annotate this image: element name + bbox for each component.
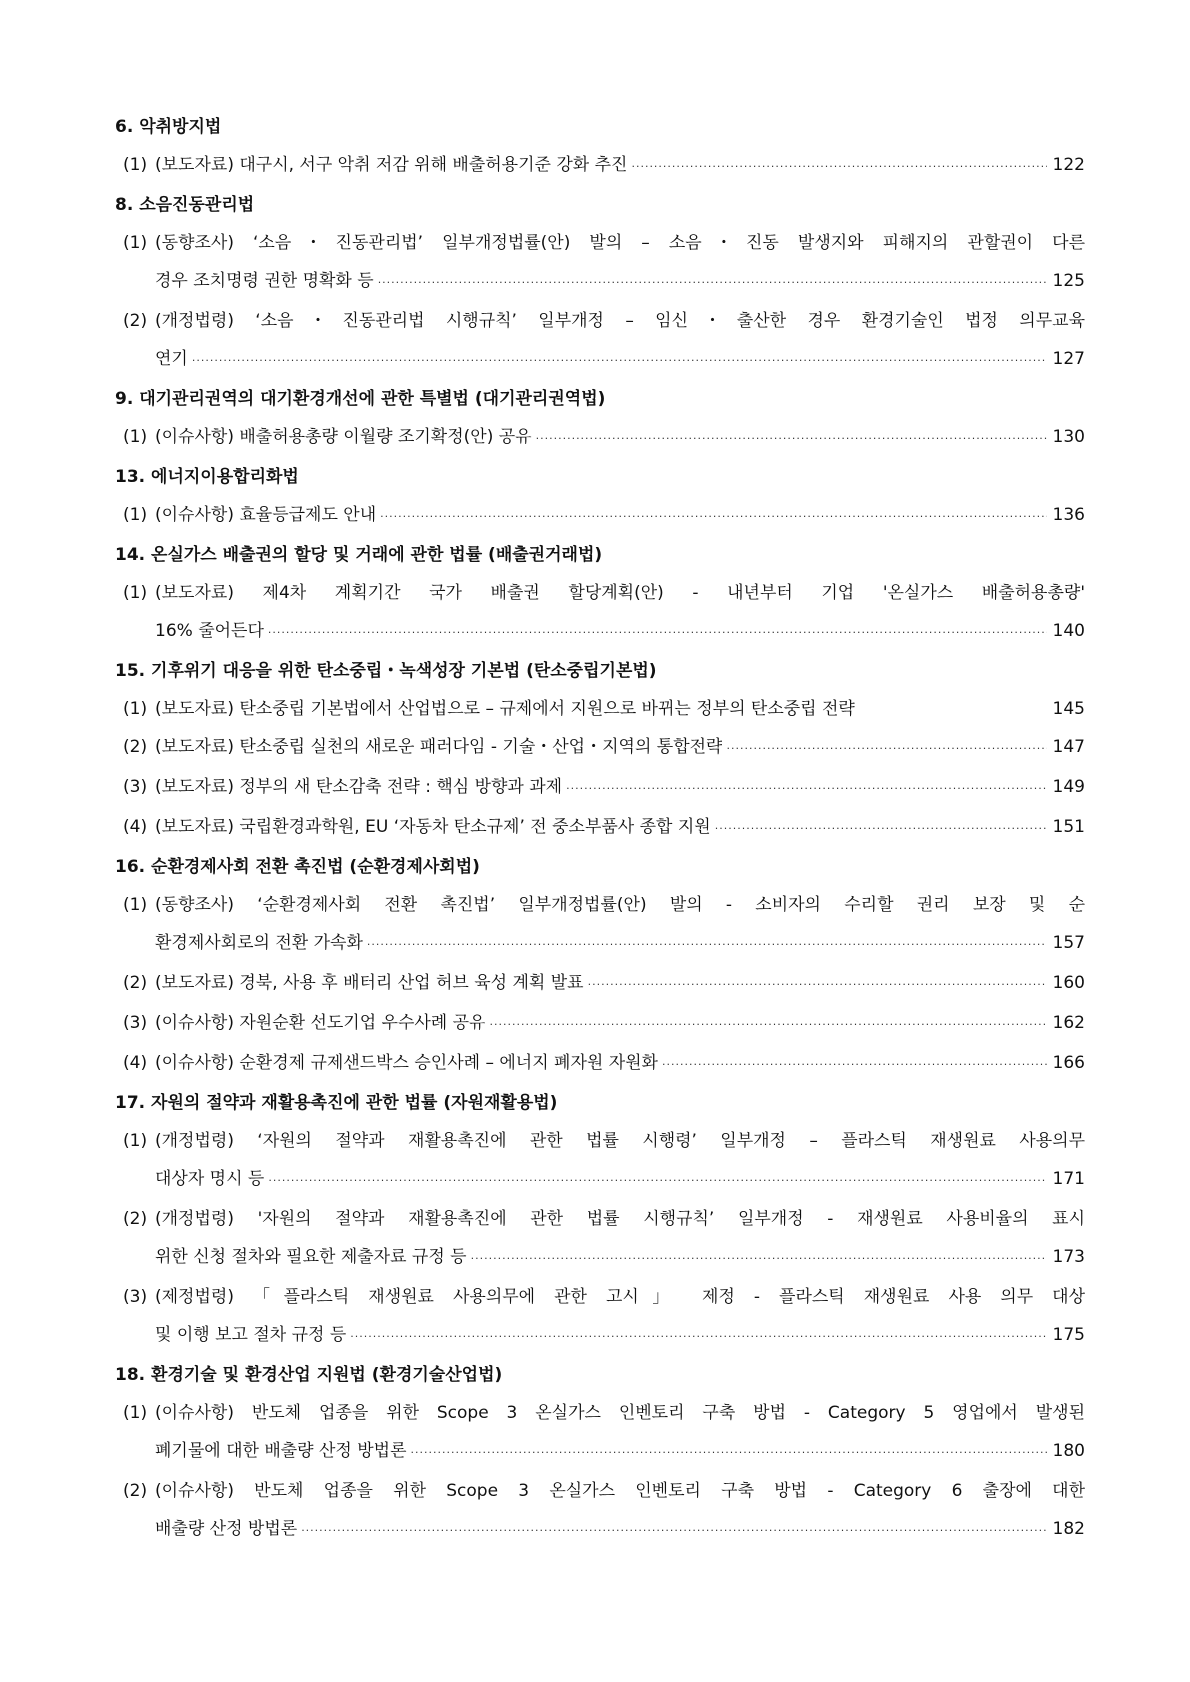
toc-entry-line [155,1510,1085,1550]
toc-page-number: 136 [1052,505,1085,525]
toc-entry-line [155,1472,1085,1510]
toc-page-number: 127 [1052,349,1085,369]
toc-entry-line [155,224,1085,262]
toc-entry-line [155,340,1085,380]
toc-entry-body [155,690,1085,728]
toc-entry-title: 폐기물에 대한 배출량 산정 방법론 [155,1441,407,1461]
toc-entry-number: (2) [123,1481,148,1501]
toc-entry[interactable] [115,1394,1085,1472]
toc-entry-title: (동향조사) ‘순환경제사회 전환 촉진법’ 일부개정법률(안) 발의 - 소비자의 수리할 권리 보장 및 순 [155,895,1085,915]
toc-entry-title: (이슈사항) 반도체 업종을 위한 Scope 3 온실가스 인벤토리 구축 방법 - Category 5 영업에서 발생된 [155,1403,1085,1423]
toc-entry-title: 연기 [155,349,188,369]
toc-entry-line [155,924,1085,964]
toc-entry-title: 및 이행 보고 절차 규정 등 [155,1325,347,1345]
toc-entry-line [155,302,1085,340]
toc-entry-body [155,728,1085,768]
toc-entry-body [155,886,1085,964]
toc-entry-line [155,690,1085,728]
dot-leader [268,612,1047,652]
toc-page-number: 173 [1052,1247,1085,1267]
toc-entry-line [155,1160,1085,1200]
toc-entry[interactable] [115,964,1085,1004]
toc-entry[interactable] [115,728,1085,768]
toc-entry-number: (3) [123,1013,148,1033]
toc-entry[interactable] [115,418,1085,458]
toc-entry-title: (이슈사항) 배출허용총량 이월량 조기확정(안) 공유 [155,427,532,447]
toc-entry[interactable] [115,496,1085,536]
toc-entry-line [155,574,1085,612]
toc-entry-title: 배출량 산정 방법론 [155,1519,298,1539]
toc-entry-title: (이슈사항) 효율등급제도 안내 [155,505,377,525]
dot-leader [662,1044,1047,1084]
toc-entry[interactable] [115,768,1085,808]
toc-page-number: 162 [1052,1013,1085,1033]
toc-entry-line [155,262,1085,302]
toc-entry-line [155,146,1085,186]
toc-entry[interactable] [115,574,1085,652]
toc-section-heading: 8. 소음진동관리법 [115,195,255,215]
toc-entry-line [155,1044,1085,1084]
toc-entry-body [155,1278,1085,1356]
toc-entry-number: (2) [123,1209,148,1229]
toc-page-number: 125 [1052,271,1085,291]
toc-entry-number: (2) [123,311,148,331]
toc-entry-title: 위한 신청 절차와 필요한 제출자료 규정 등 [155,1247,467,1267]
toc-entry-line [155,768,1085,808]
toc-entry[interactable] [115,1472,1085,1550]
toc-entry-number: (2) [123,737,148,757]
toc-section-heading: 17. 자원의 절약과 재활용촉진에 관한 법률 (자원재활용법) [115,1093,558,1113]
toc-entry-title: (동향조사) ‘소음・진동관리법’ 일부개정법률(안) 발의 – 소음・진동 발생지와 피해지의 관할권이 다른 [155,233,1085,253]
toc-entry[interactable] [115,302,1085,380]
toc-entry-line [155,728,1085,768]
dot-leader [378,262,1047,302]
toc-entry-title: 경우 조치명령 권한 명확화 등 [155,271,374,291]
toc-entry-body [155,1200,1085,1278]
toc-page-number: 151 [1052,817,1085,837]
toc-page-number: 171 [1052,1169,1085,1189]
toc-page-number: 180 [1052,1441,1085,1461]
toc-entry[interactable] [115,224,1085,302]
toc-entry-line [155,886,1085,924]
toc-entry-body [155,1472,1085,1550]
toc-entry-line [155,496,1085,536]
toc-entry-number: (1) [123,699,148,719]
dot-leader [301,1510,1047,1550]
toc-page-number: 140 [1052,621,1085,641]
toc-page-number: 149 [1052,777,1085,797]
toc-entry-number: (1) [123,1131,148,1151]
toc-entry-body [155,496,1085,536]
toc-entry-title: (보도자료) 탄소중립 실천의 새로운 패러다임 - 기술・산업・지역의 통합전략 [155,737,723,757]
toc-section-heading: 18. 환경기술 및 환경산업 지원법 (환경기술산업법) [115,1365,503,1385]
toc-entry-title: (이슈사항) 자원순환 선도기업 우수사례 공유 [155,1013,486,1033]
toc-entry-line [155,964,1085,1004]
dot-leader [411,1432,1047,1472]
dot-leader [588,964,1047,1004]
dot-leader [536,418,1047,458]
toc-entry-title: (보도자료) 국립환경과학원, EU ‘자동차 탄소규제’ 전 중소부품사 종합 지원 [155,817,711,837]
toc-entry-line [155,1432,1085,1472]
toc-entry-number: (1) [123,233,148,253]
toc-entry-number: (1) [123,895,148,915]
toc-entry-title: (보도자료) 대구시, 서구 악취 저감 위해 배출허용기준 강화 추진 [155,155,628,175]
dot-leader [380,496,1047,536]
toc-entry-body [155,418,1085,458]
toc-entry-number: (2) [123,973,148,993]
toc-entry-line [155,612,1085,652]
toc-entry-title: 16% 줄어든다 [155,621,264,641]
dot-leader [631,146,1047,186]
toc-entry-title: (개정법령) ‘자원의 절약과 재활용촉진에 관한 법률 시행령’ 일부개정 – 플라스틱 재생원료 사용의무 [155,1131,1085,1151]
toc-section-heading: 15. 기후위기 대응을 위한 탄소중립・녹색성장 기본법 (탄소중립기본법) [115,661,657,681]
toc-entry-line [155,1278,1085,1316]
toc-page-number: 157 [1052,933,1085,953]
toc-entry-body [155,1044,1085,1084]
toc-entry-number: (1) [123,583,148,603]
toc-entry[interactable] [115,1044,1085,1084]
dot-leader [268,1160,1047,1200]
toc-entry-line [155,1394,1085,1432]
toc-entry-body [155,1004,1085,1044]
dot-leader [715,808,1047,848]
dot-leader [471,1238,1047,1278]
dot-leader [489,1004,1047,1044]
toc-page-number: 182 [1052,1519,1085,1539]
toc-entry-title: (이슈사항) 순환경제 규제샌드박스 승인사례 – 에너지 폐자원 자원화 [155,1053,658,1073]
toc-entry-body [155,768,1085,808]
toc-entry-body [155,808,1085,848]
table-of-contents [115,108,1085,1550]
toc-entry[interactable] [115,808,1085,848]
toc-entry-line [155,1200,1085,1238]
toc-entry-body [155,302,1085,380]
toc-page-number: 160 [1052,973,1085,993]
toc-entry[interactable] [115,1200,1085,1278]
toc-entry-line [155,1004,1085,1044]
toc-entry-title: (개정법령) '자원의 절약과 재활용촉진에 관한 법률 시행규칙’ 일부개정 - 재생원료 사용비율의 표시 [155,1209,1085,1229]
toc-entry-title: (보도자료) 정부의 새 탄소감축 전략 : 핵심 방향과 과제 [155,777,563,797]
toc-entry-line [155,1316,1085,1356]
dot-leader [367,924,1047,964]
toc-entry-body [155,964,1085,1004]
dot-leader [350,1316,1047,1356]
toc-entry-title: (제정법령) 「플라스틱 재생원료 사용의무에 관한 고시」 제정 - 플라스틱 재생원료 사용 의무 대상 [155,1287,1085,1307]
toc-entry-title: (보도자료) 탄소중립 기본법에서 산업법으로 – 규제에서 지원으로 바뀌는 정부의 탄소중립 전략 [155,699,855,719]
toc-page-number: 122 [1052,155,1085,175]
toc-entry-number: (1) [123,427,148,447]
toc-entry-line [155,418,1085,458]
toc-section-heading: 13. 에너지이용합리화법 [115,467,299,487]
toc-entry[interactable] [115,1278,1085,1356]
toc-page-number: 147 [1052,737,1085,757]
toc-entry-title: (개정법령) ‘소음・진동관리법 시행규칙’ 일부개정 – 임신・출산한 경우 환경기술인 법정 의무교육 [155,311,1085,331]
toc-entry-line [155,808,1085,848]
toc-entry-number: (1) [123,505,148,525]
toc-entry-number: (4) [123,1053,148,1073]
toc-entry-body [155,1122,1085,1200]
toc-entry-title: 환경제사회로의 전환 가속화 [155,933,363,953]
toc-section-heading: 9. 대기관리권역의 대기환경개선에 관한 특별법 (대기관리권역법) [115,389,606,409]
toc-entry-number: (3) [123,777,148,797]
toc-section-heading: 6. 악취방지법 [115,117,222,137]
toc-page-number: 145 [1052,699,1085,719]
toc-entry-number: (4) [123,817,148,837]
toc-section-heading: 14. 온실가스 배출권의 할당 및 거래에 관한 법률 (배출권거래법) [115,545,603,565]
dot-leader [192,340,1047,380]
toc-entry[interactable] [115,690,1085,728]
toc-entry-body [155,224,1085,302]
toc-entry[interactable] [115,1122,1085,1200]
toc-entry-line [155,1122,1085,1160]
toc-entry-number: (3) [123,1287,148,1307]
toc-entry-title: (이슈사항) 반도체 업종을 위한 Scope 3 온실가스 인벤토리 구축 방법 - Category 6 출장에 대한 [155,1481,1085,1501]
dot-leader [566,768,1047,808]
dot-leader [726,728,1047,768]
toc-entry-number: (1) [123,1403,148,1423]
toc-entry-title: (보도자료) 제4차 계획기간 국가 배출권 할당계획(안) - 내년부터 기업 '온실가스 배출허용총량' [155,583,1085,603]
toc-entry[interactable] [115,1004,1085,1044]
toc-entry-title: (보도자료) 경북, 사용 후 배터리 산업 허브 육성 계획 발표 [155,973,584,993]
toc-entry-body [155,1394,1085,1472]
toc-section-heading: 16. 순환경제사회 전환 촉진법 (순환경제사회법) [115,857,480,877]
toc-page-number: 166 [1052,1053,1085,1073]
toc-entry[interactable] [115,886,1085,964]
toc-page-number: 130 [1052,427,1085,447]
toc-entry-title: 대상자 명시 등 [155,1169,265,1189]
toc-entry-line [155,1238,1085,1278]
toc-entry[interactable] [115,146,1085,186]
toc-entry-number: (1) [123,155,148,175]
toc-entry-body [155,574,1085,652]
toc-entry-body [155,146,1085,186]
toc-page-number: 175 [1052,1325,1085,1345]
